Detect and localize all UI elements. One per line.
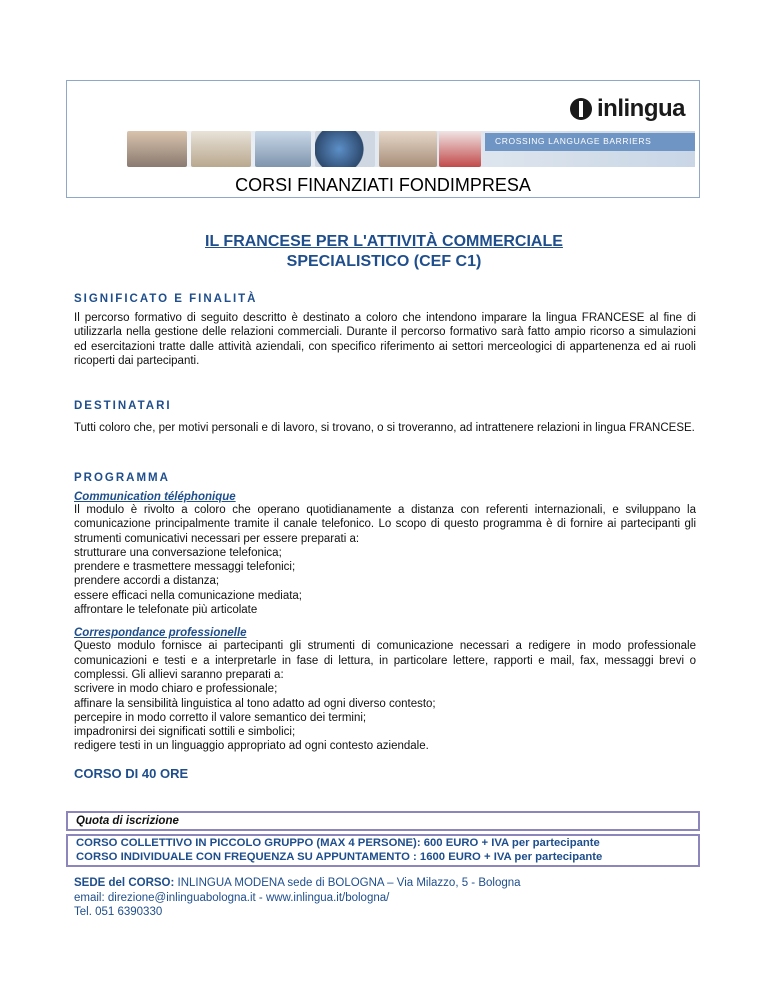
list-item: essere efficaci nella comunicazione mediata; xyxy=(74,589,302,602)
location-line xyxy=(74,876,521,891)
module-corrispondenza xyxy=(74,627,696,753)
module-title: Correspondance professionelle xyxy=(74,627,247,640)
location-label: SEDE del CORSO: xyxy=(74,877,175,889)
module-intro: Il modulo è rivolto a coloro che operano quotidianamente a distanza con referenti internazionali, e sviluppano la comunicazione principalmente tramite il canale telefonico. Lo scopo di questo programma è di fornire ai partecipanti gli strumenti comunicativi necessari per essere preparati a: xyxy=(74,504,696,545)
list-item: impadronirsi dei significati sottili e simbolici; xyxy=(74,726,296,739)
list-item: strutturare una conversazione telefonica; xyxy=(74,546,282,559)
module-telefonica xyxy=(74,491,696,617)
section-text: Il percorso formativo di seguito descritto è destinato a coloro che intendono imparare la lingua FRANCESE al fine di utilizzarla nella gestione delle relazioni commerciali. Durante il percorso formativo sarà fatto ampio ricorso a simulazioni ed esercitazioni tratte dalle attività aziendali, con specifico riferimento ai settori merceologici di appartenenza ed ai ruoli ricoperti dai partecipanti. xyxy=(74,312,696,367)
logo-text: inlingua xyxy=(597,95,685,122)
module-title: Communication téléphonique xyxy=(74,491,236,503)
tagline: CROSSING LANGUAGE BARRIERS xyxy=(495,136,652,146)
contact-line: email: direzione@inlinguabologna.it - www.inlingua.it/bologna/ xyxy=(74,891,390,904)
header-title: CORSI FINANZIATI FONDIMPRESA xyxy=(235,175,531,195)
section-heading: DESTINATARI xyxy=(74,400,172,412)
quota-heading-box xyxy=(66,811,700,831)
photo-office-icon xyxy=(255,131,311,167)
phone-line: Tel. 051 6390330 xyxy=(74,906,163,918)
price-individual: CORSO INDIVIDUALE CON FREQUENZA SU APPUNTAMENTO : 1600 EURO + IVA per partecipante xyxy=(76,851,603,863)
course-title-line2: SPECIALISTICO (CEF C1) xyxy=(286,253,482,270)
list-item: scrivere in modo chiaro e professionale; xyxy=(74,683,278,696)
banner-image xyxy=(121,131,695,167)
inlingua-logo xyxy=(570,95,685,123)
course-title-line1: IL FRANCESE PER L'ATTIVITÀ COMMERCIALE xyxy=(205,233,563,250)
price-group: CORSO COLLETTIVO IN PICCOLO GRUPPO (MAX 4 PERSONE): 600 EURO + IVA per partecipante xyxy=(76,837,600,849)
section-programma xyxy=(74,472,696,754)
location-address: INLINGUA MODENA sede di BOLOGNA – Via Milazzo, 5 - Bologna xyxy=(174,877,521,889)
quota-heading: Quota di iscrizione xyxy=(76,815,179,827)
list-item: affinare la sensibilità linguistica al tono adatto ad ogni diverso contesto; xyxy=(74,697,436,710)
quota-prices-box xyxy=(66,834,700,867)
header-banner xyxy=(66,80,700,198)
section-significato xyxy=(74,293,696,368)
photo-handshake-icon xyxy=(379,131,437,167)
module-intro: Questo modulo fornisce ai partecipanti gli strumenti di comunicazione necessari a redigere in modo professionale comunicazioni e testi e a interpretarle in fase di lettura, in particolare lettere, rapporti e mail, fax, messaggi brevi o complessi. Gli allievi saranno preparati a: xyxy=(74,640,696,681)
section-text: Tutti coloro che, per motivi personali e di lavoro, si trovano, o si troveranno, ad intrattenere relazioni in lingua FRANCESE. xyxy=(74,422,695,434)
tagline-strip xyxy=(485,133,695,151)
list-item: prendere accordi a distanza; xyxy=(74,575,220,588)
section-heading: PROGRAMMA xyxy=(74,472,170,484)
list-item: percepire in modo corretto il valore semantico dei termini; xyxy=(74,711,367,724)
photo-phone-icon xyxy=(439,131,481,167)
section-heading: SIGNIFICATO E FINALITÀ xyxy=(74,293,258,305)
course-title xyxy=(0,232,768,272)
list-item: redigere testi in un linguaggio appropriato ad ogni contesto aziendale. xyxy=(74,740,429,753)
photo-globe-icon xyxy=(315,131,375,167)
photo-people-icon xyxy=(127,131,187,167)
list-item: prendere e trasmettere messaggi telefonici; xyxy=(74,561,296,574)
section-destinatari xyxy=(74,400,696,435)
course-duration: CORSO DI 40 ORE xyxy=(74,766,189,781)
photo-meeting-icon xyxy=(191,131,251,167)
inlingua-logo-icon xyxy=(570,98,592,120)
list-item: affrontare le telefonate più articolate xyxy=(74,604,258,617)
course-location xyxy=(74,876,521,920)
